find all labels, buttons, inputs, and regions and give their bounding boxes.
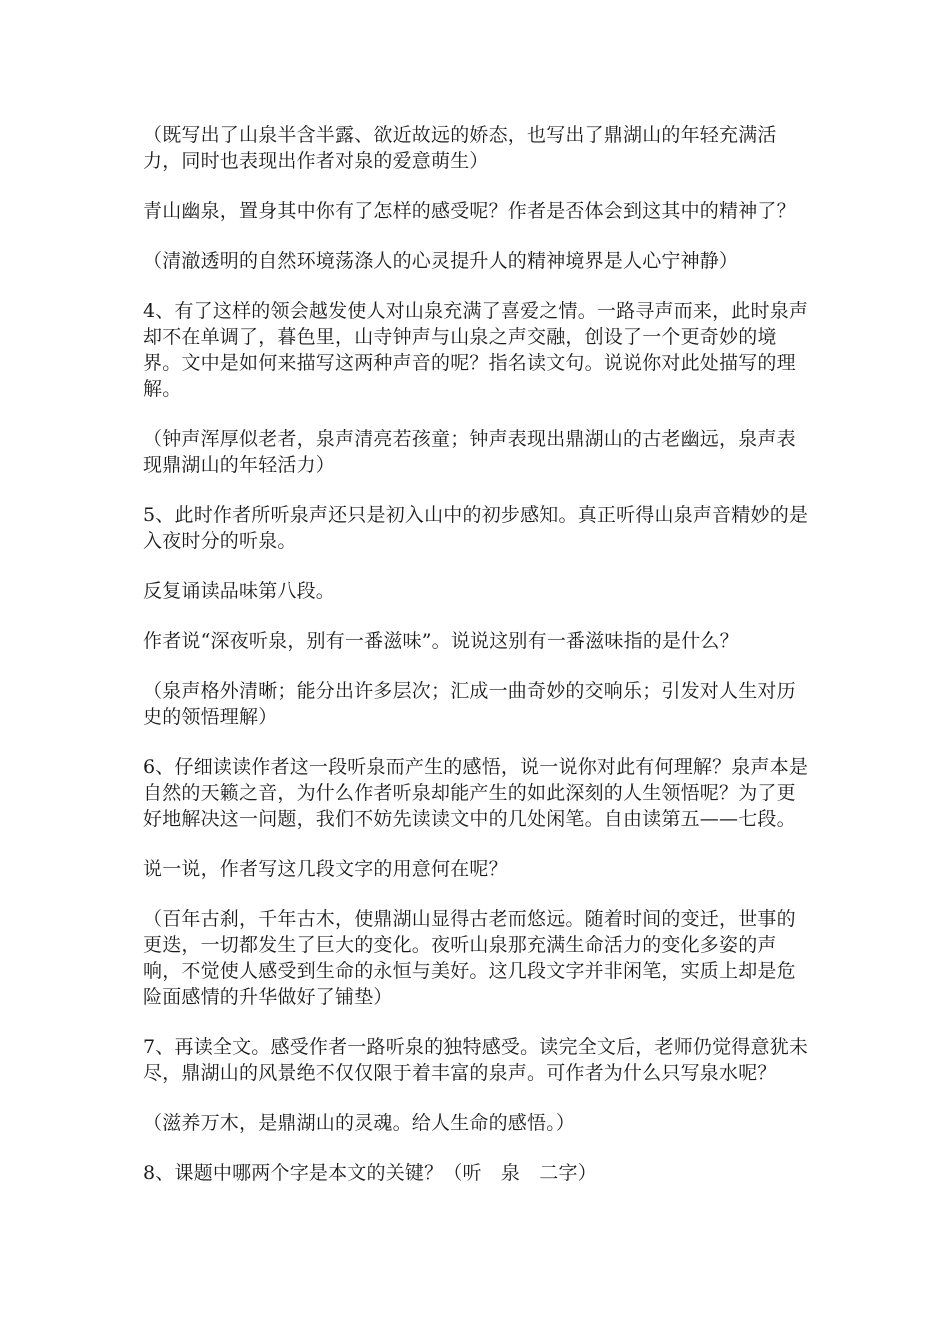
paragraph: （泉声格外清晰；能分出许多层次；汇成一曲奇妙的交响乐；引发对人生对历史的领悟理解） xyxy=(143,680,796,728)
document-body xyxy=(143,122,811,1210)
paragraph: （清澈透明的自然环境荡涤人的心灵提升人的精神境界是人心宁神静） xyxy=(143,250,739,272)
paragraph: 作者说“深夜听泉，别有一番滋味”。说说这别有一番滋味指的是什么？ xyxy=(143,630,739,652)
paragraph: 说一说，作者写这几段文字的用意何在呢？ xyxy=(143,858,508,880)
paragraph: 4、有了这样的领会越发使人对山泉充满了喜爱之情。一路寻声而来，此时泉声却不在单调了，暮色里，山寺钟声与山泉之声交融，创设了一个更奇妙的境界。文中是如何来描写这两种声音的呢？指名读文句。说说你对此处描写的理解。 xyxy=(143,300,809,400)
paragraph: 反复诵读品味第八段。 xyxy=(143,580,336,602)
paragraph: （百年古刹，千年古木，使鼎湖山显得古老而悠远。随着时间的变迁，世事的更迭，一切都发生了巨大的变化。夜听山泉那充满生命活力的变化多姿的声响，不觉使人感受到生命的永恒与美好。这几段文字并非闲笔，实质上却是危险面感情的升华做好了铺垫） xyxy=(143,908,796,1008)
paragraph: （既写出了山泉半含半露、欲近故远的娇态，也写出了鼎湖山的年轻充满活力，同时也表现出作者对泉的爱意萌生） xyxy=(143,124,777,172)
paragraph: 5、此时作者所听泉声还只是初入山中的初步感知。真正听得山泉声音精妙的是入夜时分的听泉。 xyxy=(143,504,809,552)
paragraph: 青山幽泉，置身其中你有了怎样的感受呢？作者是否体会到这其中的精神了？ xyxy=(143,200,796,222)
paragraph: （钟声浑厚似老者，泉声清亮若孩童；钟声表现出鼎湖山的古老幽远，泉声表现鼎湖山的年轻活力） xyxy=(143,428,796,476)
paragraph: 8、课题中哪两个字是本文的关键？（听 泉 二字） xyxy=(143,1162,597,1184)
paragraph: 6、仔细读读作者这一段听泉而产生的感悟，说一说你对此有何理解？泉声本是自然的天籁之音，为什么作者听泉却能产生的如此深刻的人生领悟呢？为了更好地解决这一问题，我们不妨先读读文中的几处闲笔。自由读第五——七段。 xyxy=(143,756,809,830)
paragraph: 7、再读全文。感受作者一路听泉的独特感受。读完全文后，老师仍觉得意犹未尽，鼎湖山的风景绝不仅仅限于着丰富的泉声。可作者为什么只写泉水呢？ xyxy=(143,1036,809,1084)
paragraph: （滋养万木，是鼎湖山的灵魂。给人生命的感悟。） xyxy=(143,1112,576,1134)
